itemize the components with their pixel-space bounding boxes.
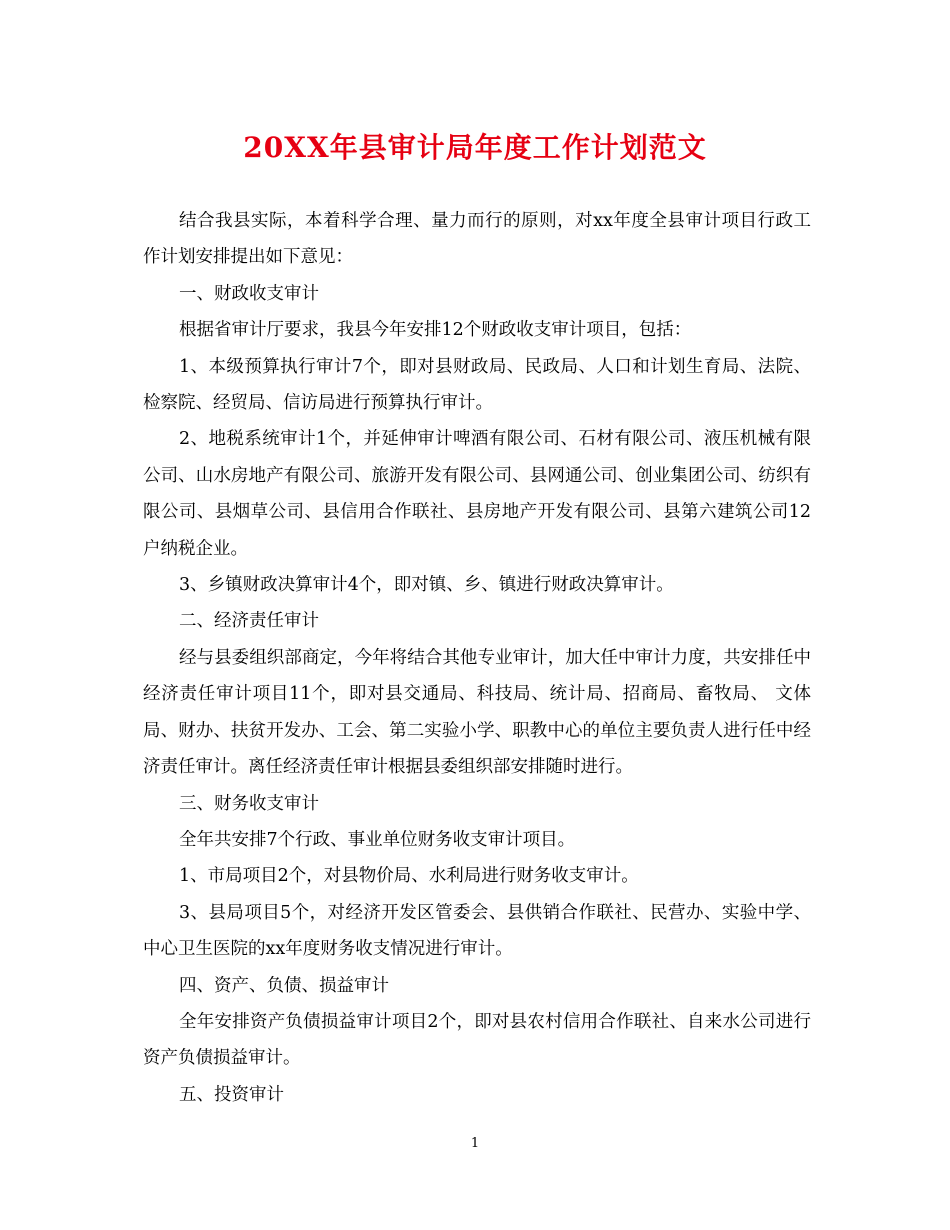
list-item: 2、地税系统审计1个，并延伸审计啤酒有限公司、石材有限公司、液压机械有限公司、山水房地产有限公司、旅游开发有限公司、县网通公司、创业集团公司、纺织有限公司、县烟草公司、县信用合作联社、县房地产开发有限公司、县第六建筑公司12户纳税企业。 [143, 429, 811, 559]
list-item: 3、乡镇财政决算审计4个，即对镇、乡、镇进行财政决算审计。 [179, 575, 674, 596]
section-heading-fiscal-audit: 一、财政收支审计 [179, 283, 319, 304]
list-item: 1、市局项目2个，对县物价局、水利局进行财务收支审计。 [179, 866, 639, 887]
section-heading-economic-responsibility-audit: 二、经济责任审计 [179, 611, 319, 632]
paragraph: 全年安排资产负债损益审计项目2个，即对县农村信用合作联社、自来水公司进行资产负债损益审计。 [143, 1011, 811, 1069]
section-heading-investment-audit: 五、投资审计 [179, 1084, 284, 1105]
paragraph-intro: 结合我县实际，本着科学合理、量力而行的原则，对xx年度全县审计项目行政工作计划安排提出如下意见： [143, 211, 811, 268]
paragraph: 经与县委组织部商定，今年将结合其他专业审计，加大任中审计力度，共安排任中经济责任审计项目11个，即对县交通局、科技局、统计局、招商局、畜牧局、 文体局、财办、扶贫开发办、工会、第二实验小学、职教中心的单位主要负责人进行任中经济责任审计。离任经济责任审计根据县委组织部安排随时进行。 [143, 647, 811, 778]
document-body [143, 203, 811, 1113]
page-number: 1 [470, 1136, 480, 1151]
document-title: 20XX年县审计局年度工作计划范文 [243, 131, 707, 164]
paragraph: 根据省审计厅要求，我县今年安排12个财政收支审计项目，包括： [179, 320, 692, 341]
section-heading-asset-liability-audit: 四、资产、负债、损益审计 [179, 975, 389, 996]
list-item: 3、县局项目5个，对经济开发区管委会、县供销合作联社、民营办、实验中学、中心卫生医院的xx年度财务收支情况进行审计。 [143, 902, 811, 960]
section-heading-financial-audit: 三、财务收支审计 [179, 793, 319, 814]
list-item: 1、本级预算执行审计7个，即对县财政局、民政局、人口和计划生育局、法院、检察院、经贸局、信访局进行预算执行审计。 [143, 356, 811, 414]
paragraph: 全年共安排7个行政、事业单位财务收支审计项目。 [179, 829, 576, 850]
